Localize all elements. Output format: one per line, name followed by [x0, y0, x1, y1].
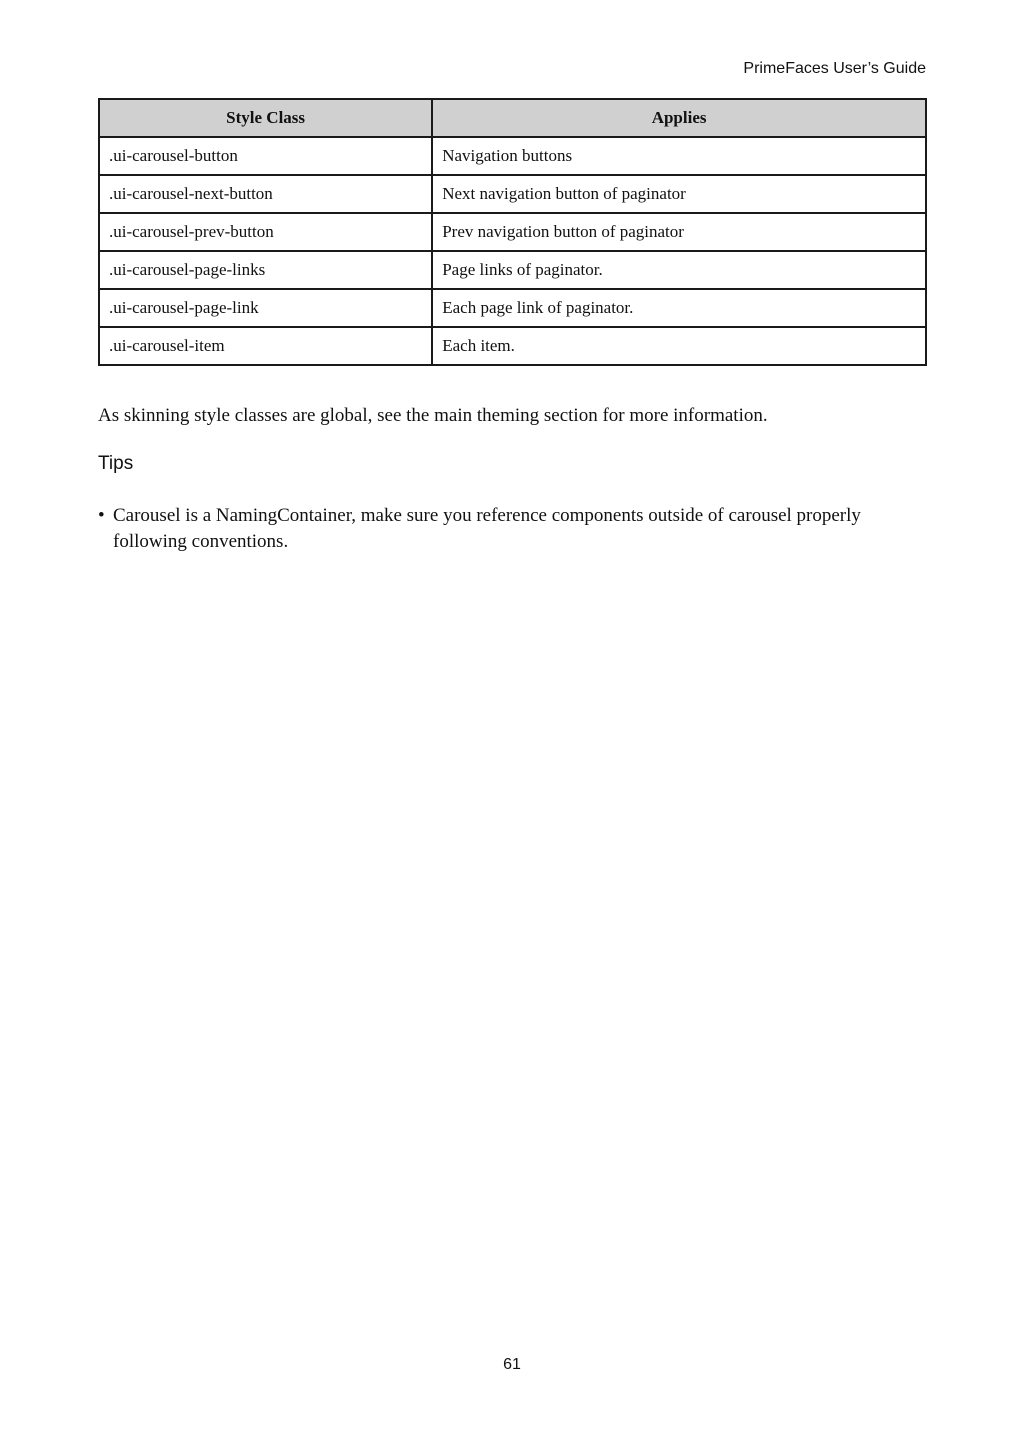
style-class-cell: .ui-carousel-item — [99, 327, 432, 365]
style-class-cell: .ui-carousel-next-button — [99, 175, 432, 213]
table-row — [99, 289, 926, 327]
style-class-cell: .ui-carousel-page-link — [99, 289, 432, 327]
table-row — [99, 175, 926, 213]
table-header-row — [99, 99, 926, 137]
style-class-table — [98, 98, 927, 366]
tip-text: Carousel is a NamingContainer, make sure you reference components outside of carousel properly following conventions. — [113, 505, 861, 552]
tips-heading: Tips — [98, 453, 134, 474]
table-row — [99, 213, 926, 251]
running-header: PrimeFaces User’s Guide — [743, 60, 926, 77]
style-class-cell: .ui-carousel-page-links — [99, 251, 432, 289]
bullet-icon: • — [98, 505, 105, 526]
tips-list — [98, 503, 928, 555]
applies-cell: Navigation buttons — [432, 137, 926, 175]
applies-cell: Page links of paginator. — [432, 251, 926, 289]
style-class-cell: .ui-carousel-button — [99, 137, 432, 175]
column-header-applies: Applies — [432, 99, 926, 137]
table-row — [99, 327, 926, 365]
skinning-note-paragraph: As skinning style classes are global, see the main theming section for more information. — [98, 405, 768, 426]
table-row — [99, 251, 926, 289]
list-item — [98, 503, 928, 555]
applies-cell: Each item. — [432, 327, 926, 365]
applies-cell: Each page link of paginator. — [432, 289, 926, 327]
applies-cell: Prev navigation button of paginator — [432, 213, 926, 251]
applies-cell: Next navigation button of paginator — [432, 175, 926, 213]
table-row — [99, 137, 926, 175]
style-class-cell: .ui-carousel-prev-button — [99, 213, 432, 251]
page-number: 61 — [503, 1356, 521, 1373]
column-header-style-class: Style Class — [99, 99, 432, 137]
